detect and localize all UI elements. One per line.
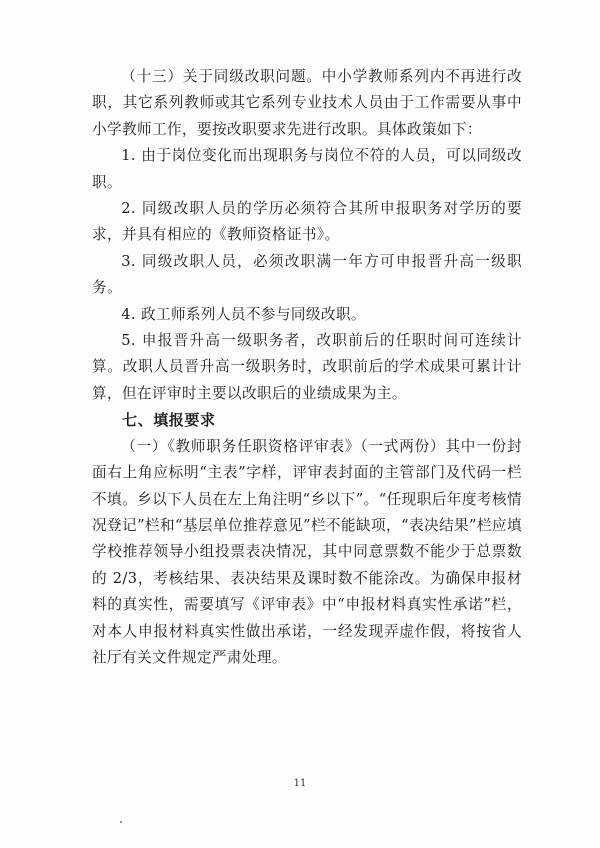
paragraph-1-form-requirements: （一）《教师职务任职资格评审表》（一式两份）其中一份封面右上角应标明“主表”字样，评审表封面的主管部门及代码一栏不填。乡以下人员在左上角注明“乡以下”。“任现职后年度考核情况登记”栏和“基层单位推荐意见”栏不能缺项，“表决结果”栏应填学校推荐领导小组投票表决情况，其中同意票数不能少于总票数的 2/3，考核结果、表决结果及课时数不能涂改。为确保申报材料的真实性，需要填写《评审表》中“申报材料真实性承诺”栏，对本人申报材料真实性做出承诺，一经发现弄虚作假，将按省人社厅有关文件规定严肃处理。 (92, 437, 522, 666)
list-item-5: 5. 申报晋升高一级职务者，改职前后的任职时间可连续计算。改职人员晋升高一级职务时，改职前后的学术成果可累计计算，但在评审时主要以改职后的业绩成果为主。 (92, 332, 522, 402)
section-heading-7: 七、填报要求 (122, 411, 216, 430)
document-body (92, 64, 522, 671)
list-item-2: 2. 同级改职人员的学历必须符合其所申报职务对学历的要求，并具有相应的《教师资格证书》。 (92, 200, 522, 244)
list-item-1: 1. 由于岗位变化而出现职务与岗位不符的人员，可以同级改职。 (92, 147, 522, 191)
scan-speck (120, 821, 122, 823)
list-item-4: 4. 政工师系列人员不参与同级改职。 (121, 305, 366, 323)
page-number: 11 (293, 778, 307, 789)
list-item-3: 3. 同级改职人员，必须改职满一年方可申报晋升高一级职务。 (92, 252, 522, 297)
paragraph-13-transfer-policy: （十三）关于同级改职问题。中小学教师系列内不再进行改职，其它系列教师或其它系列专业技术人员由于工作需要从事中小学教师工作，要按改职要求先进行改职。具体政策如下： (92, 68, 522, 138)
